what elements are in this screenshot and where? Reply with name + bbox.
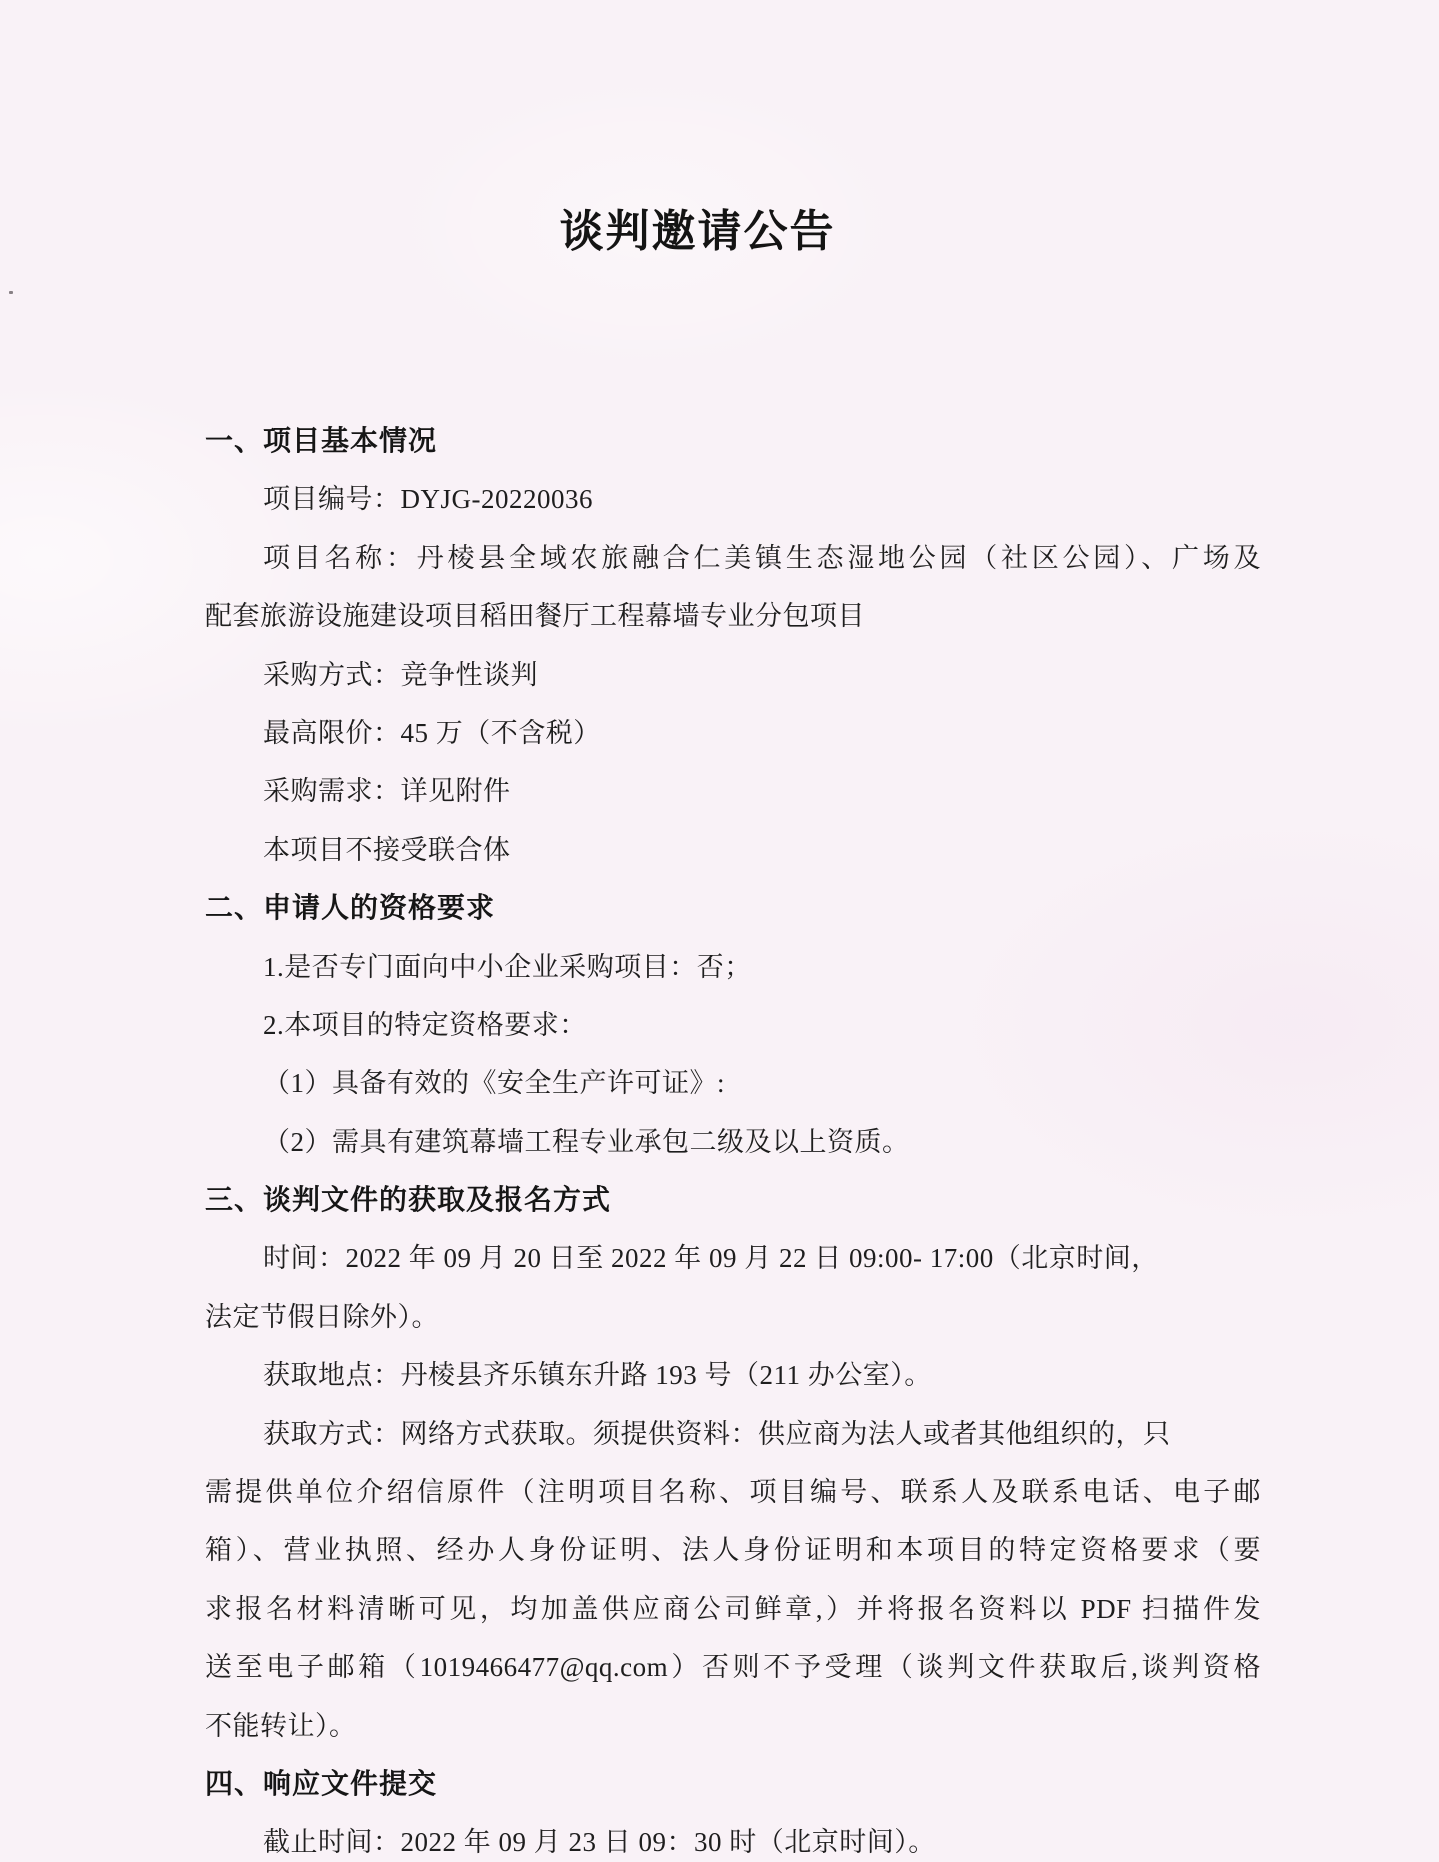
heading-number: 一、 [205, 425, 264, 456]
text-line-procurement-method: 采购方式：竞争性谈判 [263, 659, 538, 690]
heading-number: 三、 [205, 1184, 264, 1216]
heading-label: 申请人的资格要求 [263, 892, 496, 924]
text-line-obtain-method-2: 需提供单位介绍信原件（注明项目名称、项目编号、联系人及联系电话、电子邮 [205, 1477, 1261, 1508]
text-line-qualification-1: （1）具备有效的《安全生产许可证》: [263, 1068, 726, 1099]
text-line-project-name-1: 项目名称：丹棱县全域农旅融合仁美镇生态湿地公园（社区公园）、广场及 [263, 542, 1261, 573]
document-title: 谈判邀请公告 [559, 207, 836, 256]
heading-label: 响应文件提交 [263, 1767, 438, 1799]
text-line-no-consortium: 本项目不接受联合体 [263, 834, 511, 865]
text-line-project-number: 项目编号：DYJG-20220036 [263, 484, 593, 515]
heading-label: 项目基本情况 [263, 425, 438, 456]
text-line-obtain-location: 获取地点：丹棱县齐乐镇东升路 193 号（211 办公室）。 [263, 1360, 932, 1391]
heading-label: 谈判文件的获取及报名方式 [263, 1184, 612, 1216]
text-line-obtain-method-6: 不能转让）。 [205, 1710, 357, 1741]
text-line-procurement-demand: 采购需求：详见附件 [263, 776, 511, 807]
heading-number: 四、 [205, 1767, 264, 1799]
section-heading-3 [205, 1171, 1261, 1229]
text-line-obtain-method-3: 箱）、营业执照、经办人身份证明、法人身份证明和本项目的特定资格要求（要 [205, 1535, 1261, 1566]
heading-number: 二、 [205, 892, 264, 924]
text-line-obtain-method-4: 求报名材料清晰可见，均加盖供应商公司鲜章,）并将报名资料以 PDF 扫描件发 [205, 1593, 1261, 1624]
section-heading-1 [205, 412, 1261, 470]
text-line-obtain-method-5: 送至电子邮箱（1019466477@qq.com）否则不予受理（谈判文件获取后,谈判资格 [205, 1652, 1261, 1683]
text-line-time-2: 法定节假日除外）。 [205, 1301, 439, 1332]
text-line-specific-qualification: 2.本项目的特定资格要求： [263, 1009, 587, 1040]
text-line-time-1: 时间：2022 年 09 月 20 日至 2022 年 09 月 22 日 09:00- 17:00（北京时间， [263, 1243, 1159, 1274]
text-line-price-limit: 最高限价：45 万（不含税） [263, 717, 601, 748]
section-heading-2 [205, 879, 1261, 937]
text-line-qualification-2: （2）需具有建筑幕墙工程专业承包二级及以上资质。 [263, 1126, 910, 1157]
text-line-obtain-method-1: 获取方式：网络方式获取。须提供资料：供应商为法人或者其他组织的，只 [263, 1418, 1171, 1449]
text-line-project-name-2: 配套旅游设施建设项目稻田餐厅工程幕墙专业分包项目 [205, 601, 865, 632]
document-body [205, 412, 1261, 1862]
text-line-submission-deadline: 截止时间：2022 年 09 月 23 日 09：30 时（北京时间）。 [263, 1827, 936, 1858]
text-line-sme-question: 1.是否专门面向中小企业采购项目：否； [263, 951, 752, 982]
section-heading-4 [205, 1755, 1261, 1813]
